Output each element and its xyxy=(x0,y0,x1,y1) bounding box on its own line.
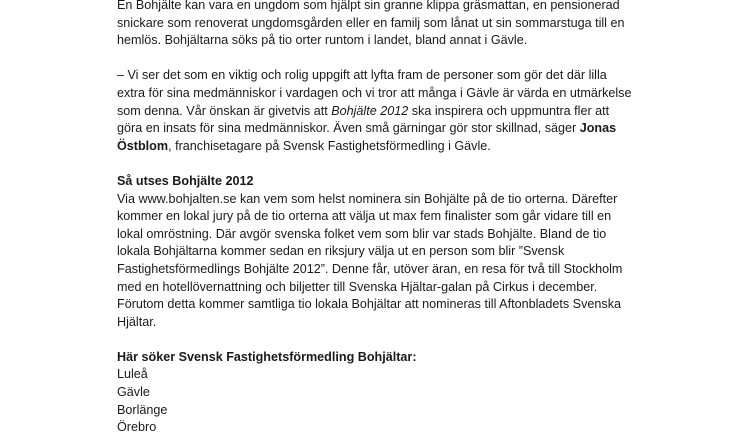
paragraph-gap xyxy=(117,331,617,349)
document-body xyxy=(117,0,632,437)
text-line: snickare som renoverat ungdomsgården eller en familj som lånat ut sin sommarstuga till en xyxy=(117,15,625,30)
section-cities xyxy=(117,349,617,437)
city-list-item: Gävle xyxy=(117,385,150,400)
text-span: ska inspirera och uppmuntra fler att xyxy=(408,103,610,118)
text-line: kommer en lokal jury på de tio orterna att välja ut max fem finalister som går vidare till en xyxy=(117,209,612,224)
city-list-item: Luleå xyxy=(117,367,148,382)
text-line xyxy=(117,138,617,156)
paragraph-gap xyxy=(117,155,617,173)
section-how-selected xyxy=(117,173,623,331)
text-line xyxy=(117,120,617,138)
text-line: med en hotellövernattning och biljetter till Svenska Hjältar-galan på Cirkus i december. xyxy=(117,279,598,294)
text-line: Förutom detta kommer samtliga tio lokala Bohjältar att nomineras till Aftonbladets Svenska xyxy=(117,297,621,312)
text-line: lokala Bohjältarna kommer sedan en riksjury välja ut en person som blir ”Svensk xyxy=(117,244,565,259)
text-line: Via www.bohjalten.se kan vem som helst nominera sin Bohjälte på de tio orterna. Därefter xyxy=(117,191,618,206)
quote-paragraph xyxy=(117,67,632,155)
text-line: Hjältar. xyxy=(117,314,157,329)
text-line: extra för sina medmänniskor i vardagen och vi tror att många i Gävle är värda en utmärkelse xyxy=(117,85,632,100)
speaker-name: Jonas xyxy=(579,121,617,136)
text-line xyxy=(117,103,617,121)
text-line: En Bohjälte kan vara en ungdom som hjälpt sin granne klippa gräsmattan, en pensionerad xyxy=(117,0,620,12)
section-heading: Så utses Bohjälte 2012 xyxy=(117,173,254,188)
intro-paragraph xyxy=(117,0,625,50)
section-heading: Här söker Svensk Fastighetsförmedling Bohjältar: xyxy=(117,349,417,364)
text-span: göra en insats för sina medmänniskor. Även små gärningar gör stor skillnad, säger xyxy=(117,121,580,136)
text-line: hemlös. Bohjältarna söks på tio orter runtom i landet, bland annat i Gävle. xyxy=(117,33,528,48)
text-line: – Vi ser det som en viktig och rolig uppgift att lyfta fram de personer som gör det där lilla xyxy=(117,68,607,83)
city-list-item: Borlänge xyxy=(117,402,168,417)
text-line: Fastighetsförmedlings Bohjälte 2012”. Denne får, utöver äran, en resa för två till Stockholm xyxy=(117,261,623,276)
speaker-surname: Östblom xyxy=(117,138,169,153)
text-span: som denna. Vår önskan är givetvis att xyxy=(117,103,332,118)
text-line: lokal omröstning. Där avgör svenska folket vem som blir var stads Bohjälte. Bland de tio xyxy=(117,226,607,241)
city-list-item: Örebro xyxy=(117,420,157,435)
text-span: , franchisetagare på Svensk Fastighetsförmedling i Gävle. xyxy=(168,138,491,153)
paragraph-gap xyxy=(117,50,617,68)
italic-title: Bohjälte 2012 xyxy=(331,103,409,118)
